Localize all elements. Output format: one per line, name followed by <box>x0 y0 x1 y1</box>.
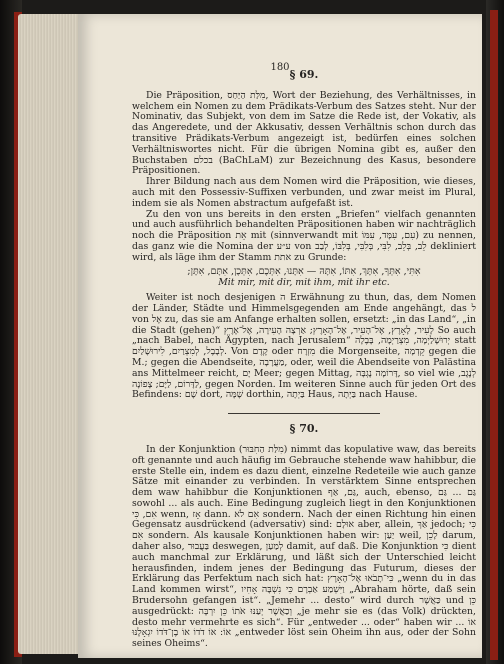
page-text <box>132 60 476 650</box>
paragraph: Ihrer Bildung nach aus dem Nomen wird die Präposition, wie dieses, auch mit den Possessiv-Suffixen verbunden, und zwar meist im Plural, indem sie als Nomen abstractum aufgefaßt ist. <box>132 176 476 209</box>
declension-gloss: Mit mir, mit dir, mit ihm, mit ihr etc. <box>218 277 390 289</box>
section-69-title: § 69. <box>289 68 319 81</box>
paragraph: In der Konjunktion (מִלַּת הַחִבּוּר) nimmt das kopulative waw, das bereits oft genannte und auch häufig im Gebrauche stehende waw hahibbur, die erste Stelle ein, indem es dazu dient, einzelne Redeteile wie auch ganze Sätze mit einander zu verbinden. In verstärktem Sinne entsprechen dem waw hahibbur die Konjunktionen גַּם, אַף, auch, ebenso, גַּם ... גַּם sowohl ... als auch. Eine Bedingung zugleich liegt in den Konjunktionen אִם, כִּי wenn, אָז dann. אִם לֹא sondern. Nach der einen Richtung hin einen Gegensatz ausdrückend (adversativ) sind: אוּלָם aber, allein, אַךְ jedoch; כִּי אִם sondern. Als kausale Konjunktionen haben wir: יַעַן weil, לָכֵן darum, daher also, בַּעֲבוּר deswegen, לְמַעַן damit, auf daß. Die Konjunktion כִּי dient auch manchmal zur Erklärung, und läßt sich der Unterschied leicht herausfinden, indem jenes der Bedingung das Futurum, dieses der Erklärung das Perfektum nach sich hat: כִּי־תָבֹאוּ אֶל־הָאָרֶץ „wenn du in das Land kommen wirst“, וַיִּשְׁמַע אַבְרָם כִּי נִשְׁבָּה אָחִיו „Abraham hörte, daß sein Brudersohn gefangen ist“. „Jemehr ... desto“ wird durch כַּאֲשֶׁר und כֵּן ausgedrückt: וְכַאֲשֶׁר יְעַנּוּ אֹתוֹ כֵּן יִרְבֶּה „je mehr sie es (das Volk) drückten, desto mehr vermehrte es sich“. Für „entweder ... oder“ haben wir אוֹ ... אוֹ: אוֹ דֹדוֹ אוֹ בֶן־דֹּדוֹ יִגְאָלֶנּוּ „entweder löst sein Oheim ihn aus, oder der Sohn seines Oheims“. <box>132 443 477 650</box>
hebrew-declension-line: אִתִּי, אִתְּךָ, אִתָּךְ, אִתּוֹ, אִתָּהּ — אִתָּנוּ, אִתְּכֶם, אִתְּכֶן, אִתָּם, אִתָּן; <box>187 265 421 277</box>
book-page <box>78 14 482 658</box>
section-divider <box>228 413 379 414</box>
paragraph: Weiter ist noch desjenigen ה Erwähnung zu thun, das, dem Nomen der Länder, Städte und Himmelsgegenden am Ende angehängt, das ל von אֶל zu, das sie am Anfange erhalten sollen, ersetzt: „in das Land“, „in die Stadt (gehen)“ לָעִיר, לָאָרֶץ, אֶל־הָעִיר, אֶל־הָאָרֶץ; אַרְצָה הָעִירָה, אֶל־אֶרֶץ So auch „nach Babel, nach Ägypten, nach Jerusalem“ יְרוּשָׁלַיְמָה, מִצְרַיְמָה, בָּבֶלָה statt לְבָבֶל, לְמִצְרַיִם, לִירוּשָׁלַיִם. Von קֶדֶם oder מִזְרָח die Morgenseite, קֵדְמָה gegen die M.; gegen die Abendseite, מַעֲרָבָה, oder, weil die Abendseite von Palästina ans Mittelmeer reicht, יָם Meer; gegen Mittag, דָּרוֹמָה נֶגְבָּה, so viel wie לְנֶגֶב, לַדָּרוֹם, לַיָּם; צָפוֹנָה, gegen Norden. Im weiteren Sinne auch für jeden Ort des Befindens: שָׁם dort, שָׁמָּה dorthin, בַּיְתָה Haus, בַּיְתָה nach Hause. <box>132 292 477 401</box>
page-number: 180 <box>270 62 290 73</box>
section-70-title: § 70. <box>289 422 319 436</box>
paragraph: Zu den von uns bereits in den ersten „Briefen“ vielfach genannten und auch ausführlich behandelten Präpositionen haben wir nachträglich noch die Präposition אֵת mit (sinnverwandt mit עִם, עִמָּד, עִמּוֹ) zu nennen, das ganz wie die Nomina der ע״ע von לֵב, בְּלֵב, לִבִּי, בְּלִבִּי, בְּלִבּוֹ, לְבַב dekliniert wird, als läge ihm der Stamm אתת zu Grunde: <box>132 208 477 263</box>
book-right-edge <box>490 10 498 660</box>
paragraph: Die Präposition, מִלַּת הַיַּחַס, Wort der Beziehung, des Verhältnisses, in welchem ein Nomen zu dem Prädikats-Verbum des Satzes steht. Nur der Nominativ, das Subjekt, von dem im Satze die Rede ist, der Vokativ, als das Angeredete, und der Akkusativ, dessen Verhältnis schon durch das transitive Prädikats-Verbum angezeigt ist, bedürfen eines solchen Verhältniswortes nicht. Für die übrigen Nomina gibt es, außer den Buchstaben בכלם (BaChLaM) zur Bezeichnung des Kasus, besondere Präpositionen. <box>132 89 477 177</box>
